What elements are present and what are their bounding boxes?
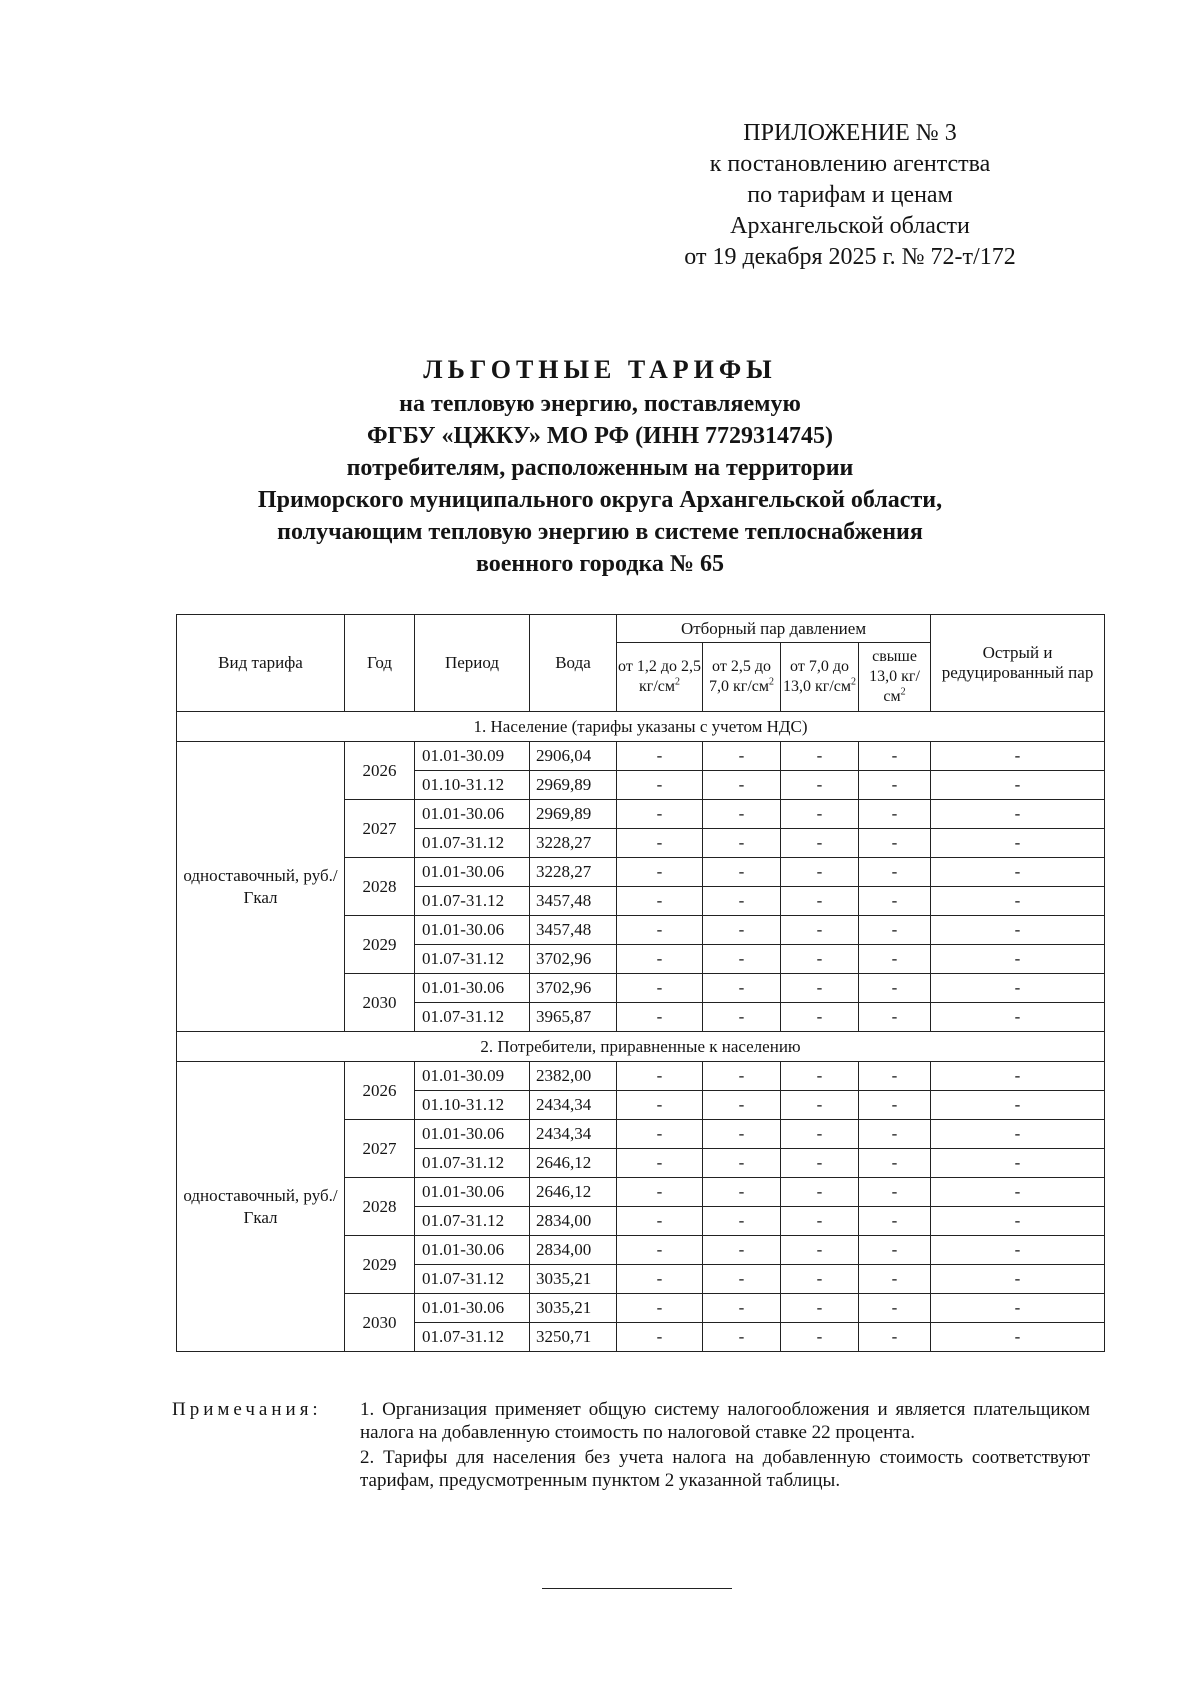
water-tariff-cell: 3702,96 bbox=[530, 974, 617, 1003]
water-tariff-cell: 2969,89 bbox=[530, 800, 617, 829]
period-cell: 01.01-30.09 bbox=[415, 1062, 530, 1091]
period-cell: 01.01-30.06 bbox=[415, 800, 530, 829]
empty-value-cell: - bbox=[931, 1207, 1105, 1236]
empty-value-cell: - bbox=[703, 887, 781, 916]
period-cell: 01.01-30.06 bbox=[415, 1236, 530, 1265]
empty-value-cell: - bbox=[781, 1091, 859, 1120]
empty-value-cell: - bbox=[781, 1149, 859, 1178]
period-cell: 01.07-31.12 bbox=[415, 1207, 530, 1236]
empty-value-cell: - bbox=[859, 1294, 931, 1323]
tariff-kind: одноставочный, руб./Гкал bbox=[177, 1062, 345, 1352]
empty-value-cell: - bbox=[617, 1091, 703, 1120]
empty-value-cell: - bbox=[859, 1062, 931, 1091]
empty-value-cell: - bbox=[931, 829, 1105, 858]
empty-value-cell: - bbox=[781, 1236, 859, 1265]
header-pressure-3: от 7,0 до 13,0 $кг/см^2$ bbox=[781, 643, 859, 712]
header-year: Год bbox=[345, 615, 415, 712]
empty-value-cell: - bbox=[859, 1149, 931, 1178]
empty-value-cell: - bbox=[617, 1003, 703, 1032]
water-tariff-cell: 2646,12 bbox=[530, 1149, 617, 1178]
empty-value-cell: - bbox=[617, 1207, 703, 1236]
year-cell: 2027 bbox=[345, 1120, 415, 1178]
empty-value-cell: - bbox=[781, 1003, 859, 1032]
empty-value-cell: - bbox=[617, 945, 703, 974]
empty-value-cell: - bbox=[617, 742, 703, 771]
period-cell: 01.07-31.12 bbox=[415, 1003, 530, 1032]
empty-value-cell: - bbox=[703, 1236, 781, 1265]
empty-value-cell: - bbox=[781, 1265, 859, 1294]
empty-value-cell: - bbox=[859, 974, 931, 1003]
empty-value-cell: - bbox=[781, 1323, 859, 1352]
year-cell: 2026 bbox=[345, 742, 415, 800]
empty-value-cell: - bbox=[859, 1265, 931, 1294]
table-row bbox=[177, 1062, 1105, 1091]
period-cell: 01.07-31.12 bbox=[415, 1323, 530, 1352]
water-tariff-cell: 3965,87 bbox=[530, 1003, 617, 1032]
empty-value-cell: - bbox=[781, 916, 859, 945]
title-line: получающим тепловую энергию в системе теплоснабжения bbox=[277, 519, 923, 545]
empty-value-cell: - bbox=[781, 742, 859, 771]
water-tariff-cell: 2834,00 bbox=[530, 1236, 617, 1265]
empty-value-cell: - bbox=[617, 1294, 703, 1323]
water-tariff-cell: 3457,48 bbox=[530, 887, 617, 916]
period-cell: 01.07-31.12 bbox=[415, 1149, 530, 1178]
notes-label: Примечания: bbox=[172, 1399, 322, 1420]
empty-value-cell: - bbox=[931, 1323, 1105, 1352]
empty-value-cell: - bbox=[781, 887, 859, 916]
year-cell: 2030 bbox=[345, 1294, 415, 1352]
empty-value-cell: - bbox=[931, 1003, 1105, 1032]
water-tariff-cell: 2646,12 bbox=[530, 1178, 617, 1207]
period-cell: 01.01-30.06 bbox=[415, 1120, 530, 1149]
empty-value-cell: - bbox=[703, 1003, 781, 1032]
empty-value-cell: - bbox=[931, 800, 1105, 829]
title-line: военного городка № 65 bbox=[475, 551, 725, 577]
water-tariff-cell: 2969,89 bbox=[530, 771, 617, 800]
empty-value-cell: - bbox=[617, 771, 703, 800]
period-cell: 01.01-30.06 bbox=[415, 916, 530, 945]
empty-value-cell: - bbox=[617, 829, 703, 858]
water-tariff-cell: 3035,21 bbox=[530, 1265, 617, 1294]
empty-value-cell: - bbox=[931, 1294, 1105, 1323]
water-tariff-cell: 2906,04 bbox=[530, 742, 617, 771]
empty-value-cell: - bbox=[781, 771, 859, 800]
header-water: Вода bbox=[530, 615, 617, 712]
water-tariff-cell: 3457,48 bbox=[530, 916, 617, 945]
year-cell: 2029 bbox=[345, 1236, 415, 1294]
empty-value-cell: - bbox=[931, 945, 1105, 974]
header-pressure-2: от 2,5 до 7,0 $кг/см^2$ bbox=[703, 643, 781, 712]
header-period: Период bbox=[415, 615, 530, 712]
title-line: на тепловую энергию, поставляемую bbox=[399, 391, 801, 417]
empty-value-cell: - bbox=[703, 1062, 781, 1091]
empty-value-cell: - bbox=[703, 974, 781, 1003]
header-pressure-4: свыше 13,0 $кг/см^2$ bbox=[859, 643, 931, 712]
empty-value-cell: - bbox=[931, 1120, 1105, 1149]
empty-value-cell: - bbox=[703, 829, 781, 858]
appendix-line: по тарифам и ценам bbox=[747, 182, 953, 208]
empty-value-cell: - bbox=[781, 1178, 859, 1207]
period-cell: 01.10-31.12 bbox=[415, 1091, 530, 1120]
water-tariff-cell: 2834,00 bbox=[530, 1207, 617, 1236]
empty-value-cell: - bbox=[859, 1323, 931, 1352]
empty-value-cell: - bbox=[931, 1236, 1105, 1265]
empty-value-cell: - bbox=[617, 1236, 703, 1265]
notes-items bbox=[360, 1398, 1090, 1494]
period-cell: 01.01-30.06 bbox=[415, 858, 530, 887]
empty-value-cell: - bbox=[781, 1120, 859, 1149]
empty-value-cell: - bbox=[931, 1091, 1105, 1120]
period-cell: 01.07-31.12 bbox=[415, 1265, 530, 1294]
title-line: потребителям, расположенным на территории bbox=[346, 455, 854, 481]
appendix-line: к постановлению агентства bbox=[709, 151, 991, 177]
empty-value-cell: - bbox=[617, 1178, 703, 1207]
period-cell: 01.07-31.12 bbox=[415, 829, 530, 858]
empty-value-cell: - bbox=[931, 1178, 1105, 1207]
empty-value-cell: - bbox=[703, 858, 781, 887]
year-cell: 2028 bbox=[345, 1178, 415, 1236]
water-tariff-cell: 3702,96 bbox=[530, 945, 617, 974]
header-sharp-steam: Острый и редуцированный пар bbox=[931, 615, 1105, 712]
empty-value-cell: - bbox=[781, 945, 859, 974]
appendix-date: от 19 декабря 2025 г. № 72-т/172 bbox=[684, 244, 1016, 270]
empty-value-cell: - bbox=[703, 916, 781, 945]
period-cell: 01.01-30.06 bbox=[415, 1178, 530, 1207]
year-cell: 2030 bbox=[345, 974, 415, 1032]
note-item: 1. Организация применяет общую систему налогообложения и является плательщиком налога на добавленную стоимость по налоговой ставке 22 процента. bbox=[360, 1399, 1090, 1443]
empty-value-cell: - bbox=[859, 800, 931, 829]
period-cell: 01.10-31.12 bbox=[415, 771, 530, 800]
empty-value-cell: - bbox=[617, 887, 703, 916]
empty-value-cell: - bbox=[859, 1091, 931, 1120]
empty-value-cell: - bbox=[931, 1149, 1105, 1178]
empty-value-cell: - bbox=[859, 1207, 931, 1236]
period-cell: 01.07-31.12 bbox=[415, 945, 530, 974]
empty-value-cell: - bbox=[931, 1265, 1105, 1294]
empty-value-cell: - bbox=[859, 829, 931, 858]
empty-value-cell: - bbox=[703, 742, 781, 771]
appendix-header bbox=[640, 118, 1060, 273]
empty-value-cell: - bbox=[859, 771, 931, 800]
empty-value-cell: - bbox=[859, 742, 931, 771]
period-cell: 01.01-30.09 bbox=[415, 742, 530, 771]
empty-value-cell: - bbox=[931, 974, 1105, 1003]
empty-value-cell: - bbox=[617, 916, 703, 945]
empty-value-cell: - bbox=[703, 1149, 781, 1178]
title-line: ФГБУ «ЦЖКУ» МО РФ (ИНН 7729314745) bbox=[366, 423, 834, 449]
tariff-table bbox=[176, 614, 1105, 1352]
water-tariff-cell: 2434,34 bbox=[530, 1091, 617, 1120]
empty-value-cell: - bbox=[703, 800, 781, 829]
empty-value-cell: - bbox=[781, 858, 859, 887]
water-tariff-cell: 3035,21 bbox=[530, 1294, 617, 1323]
year-cell: 2027 bbox=[345, 800, 415, 858]
bottom-divider bbox=[542, 1588, 732, 1589]
header-kind: Вид тарифа bbox=[177, 615, 345, 712]
year-cell: 2026 bbox=[345, 1062, 415, 1120]
empty-value-cell: - bbox=[617, 974, 703, 1003]
water-tariff-cell: 3228,27 bbox=[530, 858, 617, 887]
empty-value-cell: - bbox=[617, 1062, 703, 1091]
empty-value-cell: - bbox=[617, 800, 703, 829]
empty-value-cell: - bbox=[617, 1120, 703, 1149]
empty-value-cell: - bbox=[781, 1294, 859, 1323]
note-item: 2. Тарифы для населения без учета налога на добавленную стоимость соответствуют тарифам, предусмотренным пунктом 2 указанной таблицы. bbox=[360, 1447, 1090, 1491]
empty-value-cell: - bbox=[931, 916, 1105, 945]
empty-value-cell: - bbox=[781, 1207, 859, 1236]
title-line: Приморского муниципального округа Архангельской области, bbox=[257, 487, 943, 513]
section-heading: 1. Население (тарифы указаны с учетом НДС) bbox=[177, 712, 1105, 742]
empty-value-cell: - bbox=[703, 1323, 781, 1352]
period-cell: 01.01-30.06 bbox=[415, 1294, 530, 1323]
empty-value-cell: - bbox=[703, 771, 781, 800]
header-pressure-1: от 1,2 до 2,5 $кг/см^2$ bbox=[617, 643, 703, 712]
appendix-line: Архангельской области bbox=[730, 213, 970, 239]
empty-value-cell: - bbox=[859, 1236, 931, 1265]
year-cell: 2029 bbox=[345, 916, 415, 974]
empty-value-cell: - bbox=[781, 800, 859, 829]
empty-value-cell: - bbox=[617, 1149, 703, 1178]
empty-value-cell: - bbox=[859, 887, 931, 916]
table-row bbox=[177, 742, 1105, 771]
empty-value-cell: - bbox=[859, 916, 931, 945]
empty-value-cell: - bbox=[703, 945, 781, 974]
year-cell: 2028 bbox=[345, 858, 415, 916]
water-tariff-cell: 3250,71 bbox=[530, 1323, 617, 1352]
empty-value-cell: - bbox=[859, 945, 931, 974]
empty-value-cell: - bbox=[931, 887, 1105, 916]
empty-value-cell: - bbox=[931, 1062, 1105, 1091]
period-cell: 01.07-31.12 bbox=[415, 887, 530, 916]
empty-value-cell: - bbox=[703, 1091, 781, 1120]
empty-value-cell: - bbox=[703, 1207, 781, 1236]
empty-value-cell: - bbox=[859, 1178, 931, 1207]
empty-value-cell: - bbox=[617, 1323, 703, 1352]
appendix-number: ПРИЛОЖЕНИЕ № 3 bbox=[743, 120, 957, 146]
empty-value-cell: - bbox=[703, 1178, 781, 1207]
document-title bbox=[130, 352, 1070, 580]
empty-value-cell: - bbox=[617, 858, 703, 887]
empty-value-cell: - bbox=[781, 974, 859, 1003]
empty-value-cell: - bbox=[931, 858, 1105, 887]
period-cell: 01.01-30.06 bbox=[415, 974, 530, 1003]
empty-value-cell: - bbox=[781, 1062, 859, 1091]
empty-value-cell: - bbox=[859, 1120, 931, 1149]
section-heading: 2. Потребители, приравненные к населению bbox=[177, 1032, 1105, 1062]
water-tariff-cell: 2382,00 bbox=[530, 1062, 617, 1091]
water-tariff-cell: 3228,27 bbox=[530, 829, 617, 858]
empty-value-cell: - bbox=[931, 771, 1105, 800]
title-heading: ЛЬГОТНЫЕ ТАРИФЫ bbox=[423, 355, 777, 384]
header-steam-group: Отборный пар давлением bbox=[617, 615, 931, 643]
empty-value-cell: - bbox=[617, 1265, 703, 1294]
tariff-kind: одноставочный, руб./Гкал bbox=[177, 742, 345, 1032]
empty-value-cell: - bbox=[703, 1265, 781, 1294]
empty-value-cell: - bbox=[781, 829, 859, 858]
empty-value-cell: - bbox=[859, 858, 931, 887]
tariff-body bbox=[177, 712, 1105, 1352]
empty-value-cell: - bbox=[703, 1294, 781, 1323]
empty-value-cell: - bbox=[931, 742, 1105, 771]
empty-value-cell: - bbox=[703, 1120, 781, 1149]
water-tariff-cell: 2434,34 bbox=[530, 1120, 617, 1149]
empty-value-cell: - bbox=[859, 1003, 931, 1032]
